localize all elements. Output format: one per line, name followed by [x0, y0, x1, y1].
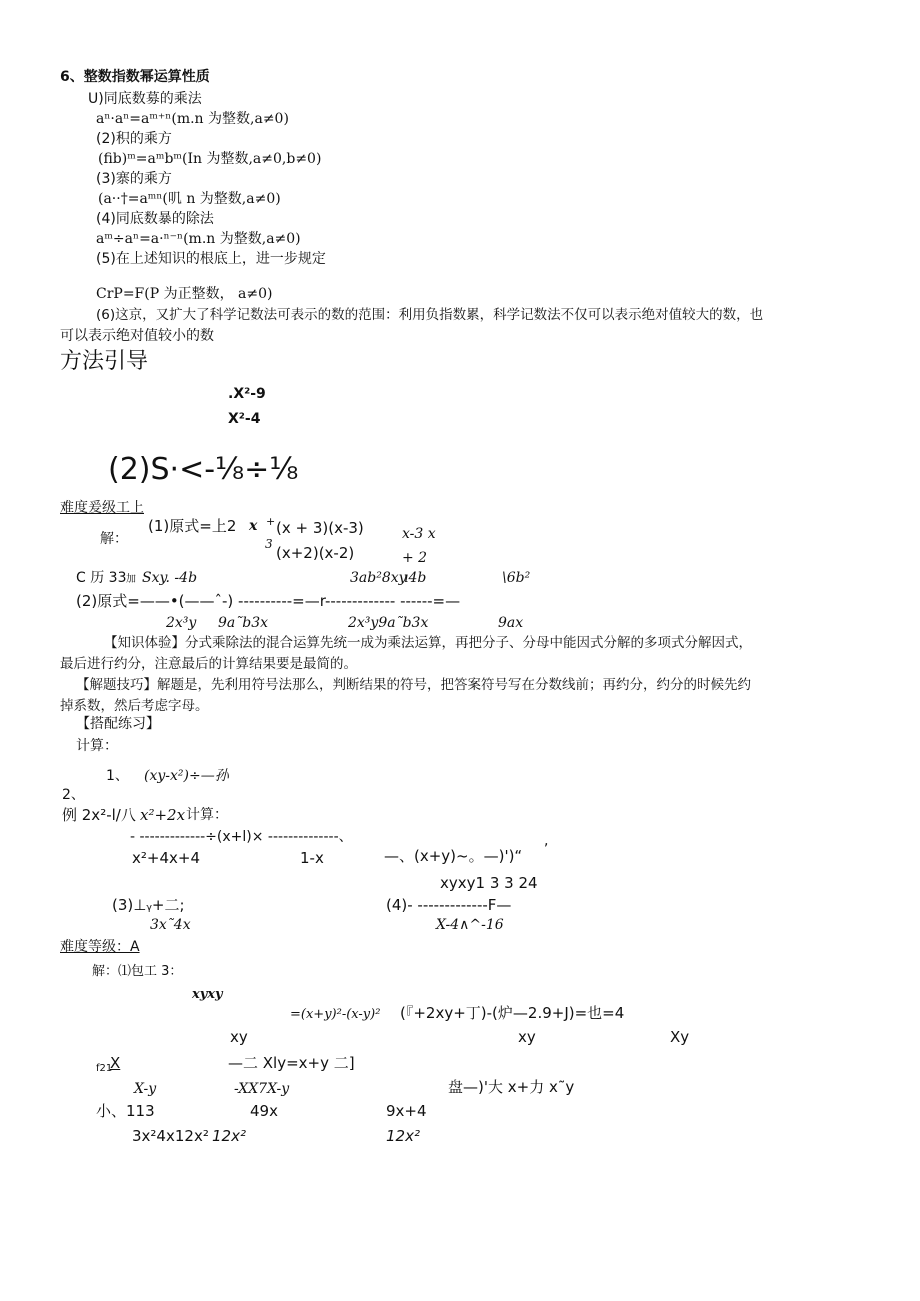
rule-3-title: (3)寨的乘方	[96, 171, 172, 187]
solution-1-result-den: + 2	[402, 550, 428, 566]
rule-1-formula: aⁿ·aⁿ=aᵐ⁺ⁿ(m.n 为整数,a≠0)	[96, 111, 289, 127]
rule-6-line-2: 可以表示绝对值较小的数	[60, 328, 214, 344]
solution-2-line-1d: 3ab²8xy	[350, 570, 407, 586]
solution-2-den-a: 2x³y	[166, 615, 197, 631]
solution-c-num-2: 49x	[250, 1102, 278, 1120]
tip-line-2: 掉系数，然后考虑字母。	[60, 698, 209, 714]
solution-1-numerator: (x + 3)(x-3)	[276, 519, 364, 537]
rule-2-title: (2)积的乘方	[96, 131, 172, 147]
example-2-label: 例 2x²-l/八	[62, 806, 136, 824]
solution-2-line-1c: Sxy. -4b	[142, 570, 198, 586]
solution-a-den-1: xy	[230, 1028, 248, 1046]
rule-4-title: (4)同底数暴的除法	[96, 211, 214, 227]
solution-b-den-2: -XX7X-y	[234, 1081, 290, 1097]
example-2-expr: x²+2x	[140, 806, 186, 824]
section-heading: 6、整数指数幂运算性质	[60, 69, 210, 85]
fraction-denominator: X²-4	[228, 411, 261, 427]
exercise-line-comma: ,	[544, 833, 549, 849]
exercise-den-b: 1-x	[300, 849, 324, 867]
solution-b-den-3: 盘—)'大 x+力 x˜y	[448, 1078, 575, 1096]
solution-2-line-1a: C 历 33	[76, 570, 127, 586]
solution-b-label: f21	[96, 1063, 113, 1074]
rule-5-formula: CrP=F(P 为正整数， a≠0)	[96, 286, 273, 302]
rule-3-formula: (a··†=aᵐⁿ(叽 n 为整数,a≠0)	[98, 191, 281, 207]
knowledge-line-1: 【知识体验】分式乘除法的混合运算先统一成为乘法运算，再把分子、分母中能因式分解的多项式分解因式，	[104, 635, 752, 651]
exercise-line-a: - -------------÷(x+l)× --------------、	[130, 829, 353, 845]
exercise-den-c: —、(x+y)~。—)')“	[384, 847, 523, 865]
solution-1-result-num: x-3 x	[402, 526, 436, 542]
solution-c-den-1: 3x²4x12x²	[132, 1127, 209, 1145]
solution-a-expr-1: =(x+y)²-(x-y)²	[290, 1007, 381, 1022]
solution-1-denominator: (x+2)(x-2)	[276, 544, 355, 562]
practice-heading: 【搭配练习】	[76, 716, 160, 732]
rule-4-formula: aᵐ÷aⁿ=a·ⁿ⁻ⁿ(m.n 为整数,a≠0)	[96, 231, 301, 247]
knowledge-line-2: 最后进行约分，注意最后的计算结果要是最简的。	[60, 656, 357, 672]
exercise-4-den: X-4∧^-16	[436, 917, 504, 933]
solution-b-den-1: X-y	[134, 1081, 157, 1097]
solution-c-den-3: 12x²	[386, 1127, 420, 1145]
solution-1-start: (1)原式=上2	[148, 517, 237, 535]
exercise-1-expression: (xy-x²)÷—孙	[144, 768, 229, 784]
difficulty-level: 难度爰级工上	[60, 500, 144, 516]
solution-1-plus: +	[266, 515, 276, 528]
tip-line-1: 【解题技巧】解题是，先利用符号法那么，判断结果的符号，把答案符号写在分数线前；再约分，约分的时候先约	[76, 677, 751, 693]
exercise-numbers-row: xyxy1 3 3 24	[440, 874, 538, 892]
exercise-2-number: 2、	[62, 787, 85, 803]
exercise-den-a: x²+4x+4	[132, 849, 200, 867]
solution-a-start: 解：⑴包工 3：	[92, 964, 183, 979]
method-guide-title: 方法引导	[60, 349, 149, 374]
solution-a-den-2: xy	[518, 1028, 536, 1046]
difficulty-level-a: 难度等级：A	[60, 939, 140, 955]
rule-1-title: U)同底数募的乘法	[88, 91, 202, 107]
solution-1-three: 3	[265, 537, 273, 551]
solution-c-num-3: 9x+4	[386, 1102, 427, 1120]
solution-b-x: X	[110, 1054, 121, 1072]
example-2-calc: 计算：	[186, 807, 228, 823]
solution-2-den-b: 9a˜b3x	[218, 615, 269, 631]
solution-label: 解：	[100, 531, 128, 547]
solution-b-expr: —二 Xly=x+y 二]	[228, 1054, 355, 1072]
solution-c-den-2: 12x²	[212, 1127, 246, 1145]
calc-label: 计算：	[76, 738, 118, 754]
exercise-3: (3)⊥ᵧ+二;	[112, 896, 185, 914]
solution-2-line-1e: ı4b	[404, 570, 427, 586]
solution-2-line-1b: 加	[126, 574, 136, 585]
solution-1-x: x	[249, 518, 258, 534]
rule-2-formula: (fib)ᵐ=aᵐbᵐ(In 为整数,a≠0,b≠0)	[98, 151, 322, 167]
rule-6-line-1: (6)这京，又扩大了科学记数法可表示的数的范围：利用负指数累，科学记数法不仅可以表示绝对值较大的数，也	[96, 307, 764, 323]
solution-2-line-1f: \6b²	[502, 570, 531, 586]
solution-2-line-2: (2)原式=——•(——ˆ-) ----------=—r------------- ------=—	[76, 592, 461, 610]
example-2-expression: (2)S·<-⅛÷⅛	[108, 452, 299, 487]
exercise-1-number: 1、	[106, 768, 129, 784]
fraction-numerator: .X²-9	[228, 386, 266, 402]
solution-2-den-d: 9ax	[498, 615, 524, 631]
solution-a-den-3: Xy	[670, 1028, 690, 1046]
rule-5-title: (5)在上述知识的根底上，进一步规定	[96, 251, 326, 267]
solution-c-num-1: 小、113	[96, 1102, 155, 1120]
exercise-3-den: 3x˜4x	[150, 917, 191, 933]
solution-a-numerators: xyxy	[192, 987, 223, 1002]
solution-2-den-c: 2x³y9a˜b3x	[348, 615, 429, 631]
solution-a-expr-2: (『+2xy+丁)-(炉—2.9+J)=也=4	[400, 1004, 625, 1022]
exercise-4: (4)- -------------F—	[386, 896, 512, 914]
